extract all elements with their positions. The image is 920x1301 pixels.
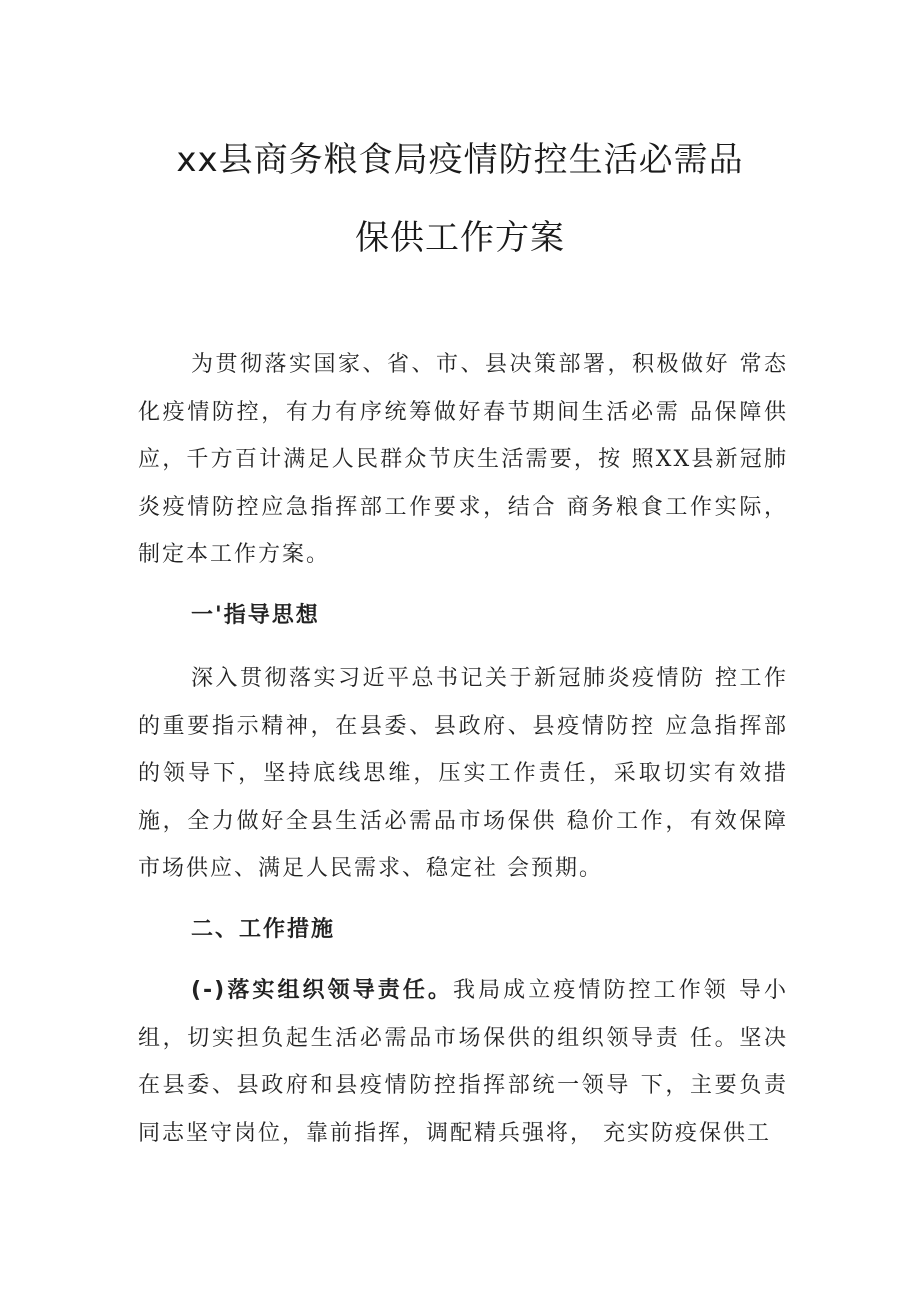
work-measure-item-1-paragraph (138, 967, 788, 1157)
guiding-thought-paragraph: 深入贯彻落实习近平总书记关于新冠肺炎疫情防 控工作的重要指示精神，在县委、县政府、县疫情防控 应急指挥部的领导下，坚持底线思维，压实工作责任，采取切实有效措施，全力做好全县生活必需品市场保供 稳价工作，有效保障市场供应、满足人民需求、稳定社 会预期。 (138, 666, 788, 881)
work-measure-item-1-body: 我局成立疫情防控工作领 导小组，切实担负起生活必需品市场保供的组织领导责 任。坚决在县委、县政府和县疫情防控指挥部统一领导 下，主要负责同志坚守岗位，靠前指挥，调配精兵强将， 充实防疫保供工 (138, 978, 788, 1146)
section-heading-guiding-thought: 一'指导思想 (191, 603, 320, 628)
intro-paragraph: 为贯彻落实国家、省、市、县决策部署，积极做好 常态化疫情防控，有力有序统筹做好春节期间生活必需 品保障供应，千方百计满足人民群众节庆生活需要，按 照XX县新冠肺炎疫情防控应急指挥部工作要求，结合 商务粮食工作实际，制定本工作方案。 (138, 352, 788, 567)
document-title-line-1: xx县商务粮食局疫情防控生活必需品 (176, 140, 744, 180)
document-title-line-2: 保供工作方案 (355, 218, 565, 258)
section-heading-work-measures: 二、工作措施 (191, 917, 336, 942)
work-measure-item-1-lead: (-)落实组织领导责任。 (191, 978, 454, 1003)
